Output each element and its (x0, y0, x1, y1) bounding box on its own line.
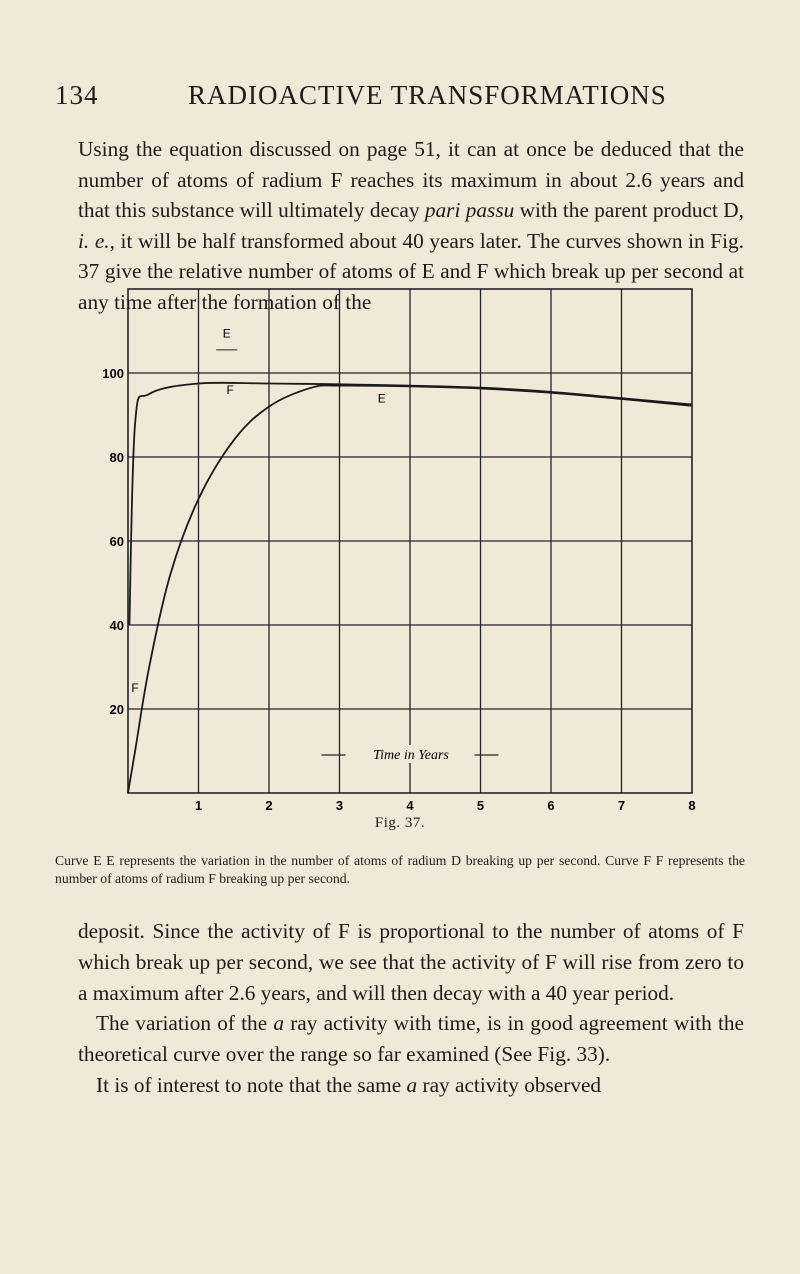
text-run: It is of interest to note that the same (96, 1072, 407, 1097)
y-tick-label: 20 (109, 702, 124, 717)
x-tick-labels (195, 798, 696, 813)
text-run: Using the equation discussed on page 51, it can at once be deduced that the number of atoms of radium F reaches its maximum in about 2.6 years and that this substance will ultimately decay (78, 137, 744, 222)
figure-label: Fig. 37. (374, 815, 426, 831)
x-axis-title: Time in Years (373, 748, 449, 763)
text-run: ray activity with time, is in good agreement with the theoretical curve over the range so far examined (See Fig. 33). (78, 1011, 745, 1067)
y-tick-label: 100 (102, 366, 124, 381)
italic-run: i. e. (78, 228, 110, 253)
curve-e (129, 383, 692, 625)
x-tick-label: 5 (476, 798, 485, 813)
curve-label-f: F (131, 681, 139, 696)
curve-label-e: E (377, 391, 386, 406)
decay-curve-chart (0, 326, 800, 820)
y-tick-label: 60 (109, 534, 124, 549)
y-tick-labels (102, 366, 124, 717)
x-tick-label: 6 (547, 798, 555, 813)
paragraph (78, 1070, 744, 1101)
italic-run: pari passu (424, 198, 515, 222)
text-run: The variation of the (96, 1011, 274, 1036)
italic-run: a (406, 1072, 418, 1097)
italic-run: a (273, 1011, 285, 1036)
x-axis-title-group (322, 745, 499, 763)
figure-37 (0, 326, 800, 820)
x-tick-label: 4 (406, 798, 414, 813)
chart-grid (128, 289, 692, 793)
paragraph (78, 1008, 744, 1070)
running-header (55, 80, 745, 120)
running-title: RADIOACTIVE TRANSFORMATIONS (188, 80, 667, 110)
body-paragraph-bottom (78, 916, 744, 1101)
x-tick-label: 7 (617, 798, 626, 813)
paragraph: deposit. Since the activity of F is proportional to the number of atoms of F which break up per second, we see that the activity of F will rise from zero to a maximum after 2.6 years, and will then decay with a 40 year period. (78, 919, 744, 1005)
x-tick-label: 8 (688, 798, 696, 813)
text-run: with the parent product D, (514, 198, 744, 222)
x-tick-label: 3 (335, 798, 344, 813)
page-number: 134 (55, 80, 99, 110)
curve-label-e: E (222, 326, 231, 341)
y-tick-label: 40 (109, 618, 124, 633)
curve-label-f: F (226, 383, 234, 397)
text-run: ray activity observed (417, 1072, 602, 1097)
x-tick-label: 2 (265, 798, 273, 813)
y-tick-label: 80 (109, 450, 124, 465)
x-tick-label: 1 (194, 798, 203, 813)
text-run: , it will be half transformed about 40 years later. The curves shown in Fig. 37 give the relative number of atoms of E and F which break up per second at any time after the formation of the (78, 228, 744, 314)
figure-caption: Curve E E represents the variation in the number of atoms of radium D breaking up per second. Curve F F represents the number of atoms of radium F breaking up per second. (55, 853, 745, 886)
